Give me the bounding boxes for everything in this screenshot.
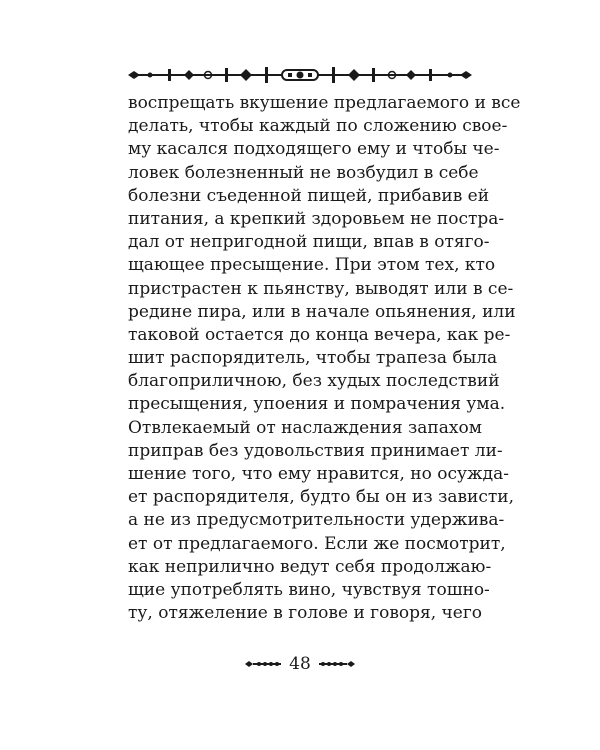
page-footer — [0, 653, 600, 675]
text-line: ет распорядителя, будто бы он из зависти, — [128, 487, 515, 508]
left-footer-ornament-icon — [245, 659, 281, 669]
text-line: пресыщения, упоения и помрачения ума. — [128, 394, 506, 415]
body-text — [128, 92, 521, 625]
text-line: му касался подходящего ему и чтобы че- — [128, 139, 500, 160]
text-line: делать, чтобы каждый по сложению свое- — [128, 116, 508, 137]
text-line: болезни съеденной пищей, прибавив ей — [128, 185, 490, 206]
right-footer-ornament-icon — [319, 659, 355, 669]
text-line: благоприличною, без худых последствий — [128, 371, 500, 392]
text-line: ловек болезненный не возбудил в себе — [128, 162, 479, 183]
text-line: дал от непригодной пищи, впав в отяго- — [128, 232, 490, 253]
text-line: воспрещать вкушение предлагаемого и все — [128, 93, 521, 113]
text-line: шение того, что ему нравится, но осужда- — [128, 464, 509, 484]
text-line: щие употреблять вино, чувствуя тошно- — [128, 579, 490, 600]
text-line: пристрастен к пьянству, выводят или в се- — [128, 278, 514, 299]
text-line: ет от предлагаемого. Если же посмотрит, — [128, 533, 506, 554]
text-line: таковой остается до конца вечера, как ре- — [128, 324, 511, 345]
text-line: Отвлекаемый от наслаждения запахом — [128, 417, 482, 438]
text-line: приправ без удовольствия принимает ли- — [128, 440, 503, 461]
top-ornament-divider — [128, 64, 472, 86]
text-line: шит распорядитель, чтобы трапеза была — [128, 348, 498, 369]
text-line: редине пира, или в начале опьянения, или — [128, 301, 516, 322]
text-line: щающее пресыщение. При этом тех, кто — [128, 255, 496, 276]
text-line: питания, а крепкий здоровьем не постра- — [128, 208, 505, 229]
page-number: 48 — [289, 654, 311, 674]
text-line: как неприлично ведут себя продолжаю- — [128, 556, 492, 577]
text-line: ту, отяжеление в голове и говоря, чего — [128, 603, 482, 624]
text-line: а не из предусмотрительности удерживa- — [128, 510, 505, 531]
